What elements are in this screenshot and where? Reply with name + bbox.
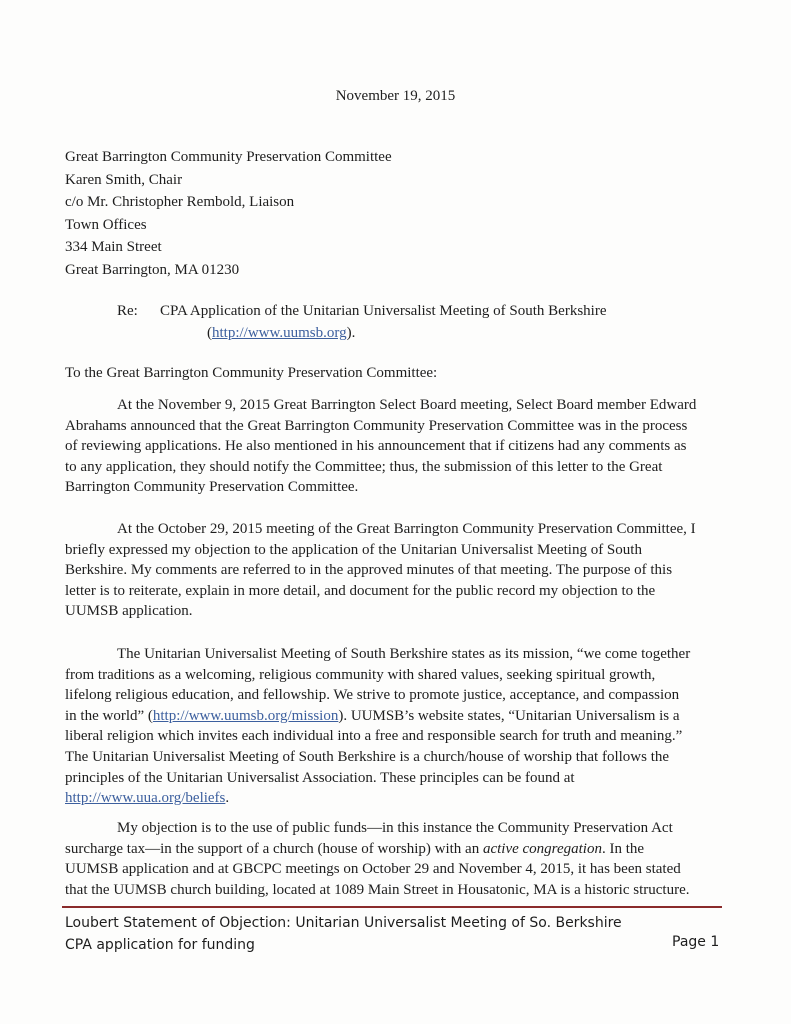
text-line: in the world” (http://www.uumsb.org/mission). UUMSB’s website states, “Unitarian Universalism is a xyxy=(65,707,680,724)
text-line: Berkshire. My comments are referred to in the approved minutes of that meeting. The purpose of this xyxy=(65,562,673,579)
text-line: The Unitarian Universalist Meeting of South Berkshire is a church/house of worship that follows the xyxy=(65,748,670,765)
paragraph-4 xyxy=(65,818,755,900)
text-line: briefly expressed my objection to the application of the Unitarian Universalist Meeting of South xyxy=(65,541,642,558)
footer-line: Loubert Statement of Objection: Unitarian Universalist Meeting of So. Berkshire xyxy=(65,915,622,931)
salutation: To the Great Barrington Community Preservation Committee: xyxy=(65,365,438,381)
recipient-address xyxy=(65,146,392,281)
uumsb-link[interactable]: http://www.uumsb.org xyxy=(212,325,347,341)
text-line: that the UUMSB church building, located at 1089 Main Street in Housatonic, MA is a historic structure. xyxy=(65,881,690,898)
text-line: letter is to reiterate, explain in more detail, and document for the public record my objection to the xyxy=(65,582,656,599)
mission-link[interactable]: http://www.uumsb.org/mission xyxy=(152,707,339,724)
text-line: My objection is to the use of public funds—in this instance the Community Preservation Act xyxy=(117,820,673,836)
text-line: At the November 9, 2015 Great Barrington Select Board meeting, Select Board member Edward xyxy=(117,397,697,413)
text-line: UUMSB application and at GBCPC meetings on October 29 and November 4, 2015, it has been stated xyxy=(65,861,681,878)
text-line: to any application, they should notify the Committee; thus, the submission of this letter to the Great xyxy=(65,458,663,475)
address-line: c/o Mr. Christopher Rembold, Liaison xyxy=(65,194,295,210)
address-line: 334 Main Street xyxy=(65,239,162,255)
footer-line: CPA application for funding xyxy=(65,937,255,953)
text-line: At the October 29, 2015 meeting of the Great Barrington Community Preservation Committee, I xyxy=(117,521,696,537)
paragraph-2 xyxy=(65,519,755,622)
text-line: principles of the Unitarian Universalist Association. These principles can be found at xyxy=(65,769,575,786)
address-line: Great Barrington Community Preservation Committee xyxy=(65,149,392,165)
text-line: from traditions as a welcoming, religious community with shared values, seeking spiritual growth, xyxy=(65,666,656,683)
uua-beliefs-link[interactable]: http://www.uua.org/beliefs xyxy=(65,790,226,807)
paragraph-3 xyxy=(65,644,755,809)
text-line: http://www.uua.org/beliefs. xyxy=(65,790,230,807)
text-line: liberal religion which invites each individual into a free and responsible search for truth and meaning.” xyxy=(65,728,683,745)
page-footer xyxy=(65,912,622,956)
re-label: Re: xyxy=(117,303,138,319)
text-line: UUMSB application. xyxy=(65,603,193,620)
paragraph-1 xyxy=(65,395,755,498)
text-line: The Unitarian Universalist Meeting of South Berkshire states as its mission, “we come together xyxy=(117,646,691,662)
emphasis-text: active congregation xyxy=(482,840,602,857)
address-line: Karen Smith, Chair xyxy=(65,171,183,188)
address-line: Town Offices xyxy=(65,216,147,233)
text-line: Abrahams announced that the Great Barrington Community Preservation Committee was in the process xyxy=(65,417,688,434)
footer-divider xyxy=(62,906,722,908)
re-subject: CPA Application of the Unitarian Universalist Meeting of South Berkshire xyxy=(160,303,607,319)
page-number: Page 1 xyxy=(672,934,720,950)
letter-date: November 19, 2015 xyxy=(335,88,456,104)
text-line: Barrington Community Preservation Committee. xyxy=(65,479,359,496)
text-line: surcharge tax—in the support of a church (house of worship) with an active congregation. In the xyxy=(65,840,645,857)
address-line: Great Barrington, MA 01230 xyxy=(65,261,240,278)
re-url-line: (http://www.uumsb.org). xyxy=(207,325,356,341)
text-line: of reviewing applications. He also mentioned in his announcement that if citizens had any comments as xyxy=(65,438,687,455)
text-line: lifelong religious education, and fellowship. We strive to promote justice, acceptance, and compassion xyxy=(65,687,680,704)
